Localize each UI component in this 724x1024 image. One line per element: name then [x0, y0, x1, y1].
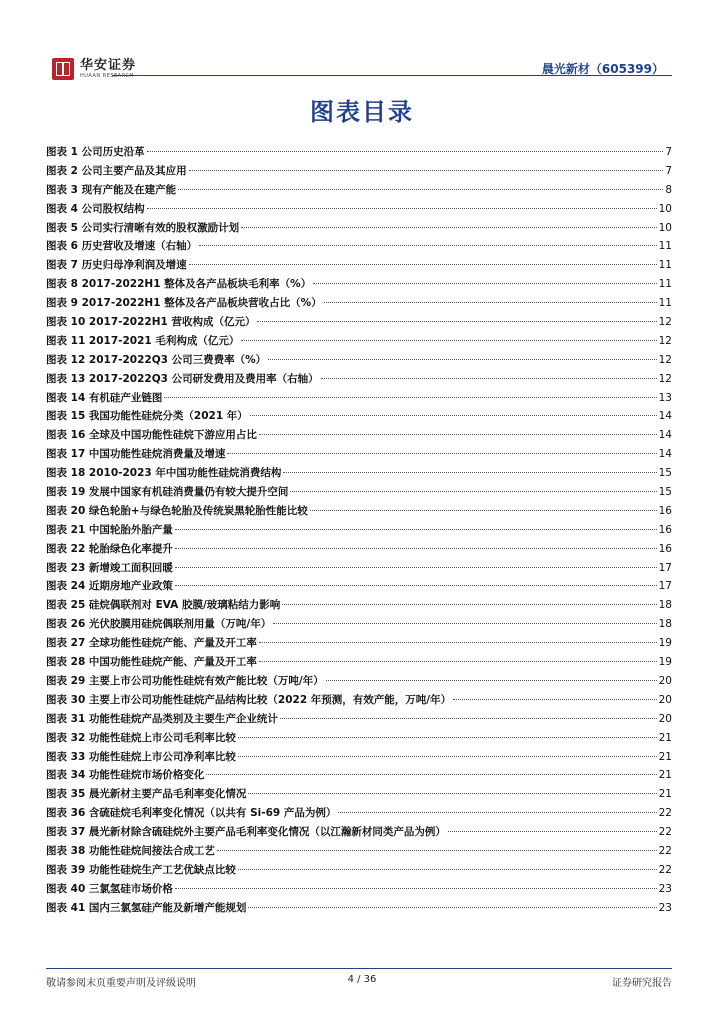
toc-entry[interactable]	[46, 351, 672, 370]
toc-entry[interactable]	[46, 294, 672, 313]
toc-entry-page: 21	[658, 750, 672, 763]
toc-entry[interactable]	[46, 691, 672, 710]
toc-entry[interactable]	[46, 729, 672, 748]
toc-leader-dots	[175, 585, 657, 586]
toc-leader-dots	[250, 415, 657, 416]
toc-entry[interactable]	[46, 407, 672, 426]
logo-text	[80, 59, 136, 80]
toc-entry-label: 图表 17 中国功能性硅烷消费量及增速	[46, 448, 226, 461]
toc-entry-label: 图表 29 主要上市公司功能性硅烷有效产能比较（万吨/年）	[46, 674, 324, 687]
toc-leader-dots	[453, 699, 656, 700]
toc-entry-label: 图表 33 功能性硅烷上市公司净利率比较	[46, 750, 236, 763]
toc-leader-dots	[313, 283, 656, 284]
toc-entry-page: 22	[658, 807, 672, 820]
toc-entry[interactable]	[46, 842, 672, 861]
toc-entry[interactable]	[46, 502, 672, 521]
report-type: 证券研究报告	[612, 978, 672, 989]
toc-entry[interactable]	[46, 370, 672, 389]
toc-entry-page: 22	[658, 844, 672, 857]
chart-index-list	[46, 143, 672, 918]
toc-leader-dots	[321, 378, 657, 379]
toc-entry-label: 图表 31 功能性硅烷产品类别及主要生产企业统计	[46, 712, 278, 725]
logo-seal-icon	[52, 58, 74, 80]
toc-entry-page: 19	[658, 637, 672, 650]
toc-leader-dots	[338, 812, 656, 813]
toc-entry-page: 17	[658, 561, 672, 574]
toc-entry-label: 图表 38 功能性硅烷间接法合成工艺	[46, 844, 215, 857]
toc-entry-label: 图表 26 光伏胶膜用硅烷偶联剂用量（万吨/年）	[46, 618, 272, 631]
toc-entry-label: 图表 20 绿色轮胎+与绿色轮胎及传统炭黑轮胎性能比较	[46, 504, 308, 517]
toc-entry[interactable]	[46, 162, 672, 181]
toc-entry-label: 图表 24 近期房地产业政策	[46, 580, 173, 593]
toc-leader-dots	[238, 756, 657, 757]
toc-entry[interactable]	[46, 200, 672, 219]
toc-entry[interactable]	[46, 766, 672, 785]
toc-entry-page: 20	[658, 693, 672, 706]
toc-entry-page: 12	[658, 353, 672, 366]
toc-entry-label: 图表 37 晨光新材除含硫硅烷外主要产品毛利率变化情况（以江瀚新材同类产品为例）	[46, 826, 446, 839]
page-header	[0, 0, 724, 90]
toc-leader-dots	[175, 888, 657, 889]
toc-entry-label: 图表 7 历史归母净利润及增速	[46, 259, 187, 272]
toc-entry-label: 图表 34 功能性硅烷市场价格变化	[46, 769, 205, 782]
toc-entry[interactable]	[46, 710, 672, 729]
toc-entry-page: 18	[658, 599, 672, 612]
toc-leader-dots	[326, 680, 657, 681]
toc-leader-dots	[206, 774, 656, 775]
toc-entry-label: 图表 10 2017-2022H1 营收构成（亿元）	[46, 316, 256, 329]
toc-entry-label: 图表 11 2017-2021 毛利构成（亿元）	[46, 334, 240, 347]
toc-leader-dots	[310, 510, 657, 511]
toc-leader-dots	[238, 737, 657, 738]
toc-leader-dots	[241, 340, 656, 341]
toc-entry-label: 图表 19 发展中国家有机硅消费量仍有较大提升空间	[46, 486, 289, 499]
toc-entry-page: 11	[658, 278, 672, 291]
toc-entry[interactable]	[46, 559, 672, 578]
toc-leader-dots	[257, 321, 656, 322]
toc-entry-page: 10	[658, 221, 672, 234]
toc-entry[interactable]	[46, 861, 672, 880]
toc-entry[interactable]	[46, 256, 672, 275]
toc-entry[interactable]	[46, 219, 672, 238]
toc-entry-label: 图表 41 国内三氯氢硅产能及新增产能规划	[46, 901, 247, 914]
toc-entry[interactable]	[46, 464, 672, 483]
toc-entry-page: 11	[658, 259, 672, 272]
toc-entry-label: 图表 40 三氯氢硅市场价格	[46, 882, 173, 895]
toc-leader-dots	[324, 302, 657, 303]
toc-entry-page: 12	[658, 316, 672, 329]
logo-english-name: HUAAN RESEARCH	[80, 72, 134, 79]
toc-leader-dots	[241, 227, 657, 228]
toc-leader-dots	[189, 170, 664, 171]
toc-entry[interactable]	[46, 181, 672, 200]
toc-entry-label: 图表 2 公司主要产品及其应用	[46, 164, 187, 177]
toc-entry-page: 22	[658, 863, 672, 876]
toc-entry-page: 16	[658, 504, 672, 517]
toc-entry-page: 16	[658, 523, 672, 536]
toc-leader-dots	[290, 491, 656, 492]
toc-entry[interactable]	[46, 540, 672, 559]
toc-entry-page: 23	[658, 901, 672, 914]
toc-entry-label: 图表 4 公司股权结构	[46, 202, 145, 215]
toc-entry[interactable]	[46, 483, 672, 502]
toc-entry[interactable]	[46, 237, 672, 256]
toc-entry-page: 14	[658, 429, 672, 442]
toc-entry-page: 17	[658, 580, 672, 593]
toc-leader-dots	[175, 548, 657, 549]
toc-entry-label: 图表 12 2017-2022Q3 公司三费费率（%）	[46, 353, 267, 366]
toc-entry[interactable]	[46, 615, 672, 634]
toc-entry-page: 8	[665, 183, 672, 196]
toc-leader-dots	[175, 567, 657, 568]
toc-entry-label: 图表 6 历史营收及增速（右轴）	[46, 240, 198, 253]
toc-entry-label: 图表 8 2017-2022H1 整体及各产品板块毛利率（%）	[46, 278, 312, 291]
toc-entry[interactable]	[46, 596, 672, 615]
toc-entry-label: 图表 14 有机硅产业链图	[46, 391, 163, 404]
toc-leader-dots	[280, 718, 657, 719]
toc-entry-label: 图表 1 公司历史沿革	[46, 146, 145, 158]
toc-entry-label: 图表 30 主要上市公司功能性硅烷产品结构比较（2022 年预测，有效产能，万吨/年）	[46, 693, 452, 706]
toc-entry[interactable]	[46, 880, 672, 899]
toc-leader-dots	[248, 793, 656, 794]
header-divider	[112, 75, 672, 76]
toc-leader-dots	[189, 264, 657, 265]
toc-leader-dots	[282, 604, 656, 605]
toc-leader-dots	[259, 642, 657, 643]
toc-entry-page: 14	[658, 448, 672, 461]
toc-entry-label: 图表 9 2017-2022H1 整体及各产品板块营收占比（%）	[46, 297, 322, 310]
toc-leader-dots	[283, 472, 656, 473]
toc-entry-page: 19	[658, 656, 672, 669]
toc-entry-page: 13	[658, 391, 672, 404]
toc-leader-dots	[259, 434, 657, 435]
toc-entry-label: 图表 13 2017-2022Q3 公司研发费用及费用率（右轴）	[46, 372, 319, 385]
toc-leader-dots	[259, 661, 657, 662]
toc-entry-label: 图表 32 功能性硅烷上市公司毛利率比较	[46, 731, 236, 744]
toc-entry[interactable]	[46, 521, 672, 540]
toc-entry[interactable]	[46, 653, 672, 672]
toc-entry-page: 10	[658, 202, 672, 215]
logo-chinese-name: 华安证券	[80, 57, 137, 73]
page-title: 图表目录	[310, 98, 414, 126]
toc-entry[interactable]	[46, 577, 672, 596]
toc-leader-dots	[217, 850, 657, 851]
toc-entry-label: 图表 23 新增竣工面积回暖	[46, 561, 173, 574]
toc-entry[interactable]	[46, 389, 672, 408]
toc-entry-page: 20	[658, 712, 672, 725]
toc-entry-page: 14	[658, 410, 672, 423]
toc-entry-page: 23	[658, 882, 672, 895]
toc-entry-label: 图表 35 晨光新材主要产品毛利率变化情况	[46, 788, 247, 801]
toc-entry[interactable]	[46, 143, 672, 162]
toc-entry-label: 图表 36 含硫硅烷毛利率变化情况（以共有 Si-69 产品为例）	[46, 807, 337, 820]
toc-leader-dots	[248, 907, 656, 908]
footer-disclaimer: 敬请参阅末页重要声明及评级说明	[46, 978, 196, 989]
toc-leader-dots	[273, 623, 656, 624]
toc-entry-label: 图表 5 公司实行清晰有效的股权激励计划	[46, 221, 240, 234]
toc-entry-page: 16	[658, 542, 672, 555]
page-number: 4 / 36	[347, 974, 377, 985]
toc-leader-dots	[175, 529, 657, 530]
toc-entry-label: 图表 21 中国轮胎外胎产量	[46, 523, 173, 536]
toc-entry-page: 18	[658, 618, 672, 631]
toc-leader-dots	[178, 189, 663, 190]
toc-entry-page: 7	[665, 146, 672, 158]
toc-entry[interactable]	[46, 426, 672, 445]
toc-entry-label: 图表 27 全球功能性硅烷产能、产量及开工率	[46, 637, 257, 650]
toc-leader-dots	[147, 208, 657, 209]
toc-entry-page: 7	[665, 164, 672, 177]
toc-entry-label: 图表 28 中国功能性硅烷产能、产量及开工率	[46, 656, 257, 669]
toc-entry[interactable]	[46, 804, 672, 823]
toc-leader-dots	[238, 869, 657, 870]
toc-entry-label: 图表 25 硅烷偶联剂对 EVA 胶膜/玻璃粘结力影响	[46, 599, 281, 612]
toc-entry[interactable]	[46, 748, 672, 767]
toc-leader-dots	[147, 151, 664, 152]
toc-leader-dots	[199, 245, 657, 246]
toc-leader-dots	[227, 453, 656, 454]
toc-entry-label: 图表 18 2010-2023 年中国功能性硅烷消费结构	[46, 467, 282, 480]
toc-entry-page: 12	[658, 334, 672, 347]
footer-divider	[46, 968, 672, 969]
toc-leader-dots	[164, 397, 656, 398]
toc-entry[interactable]	[46, 445, 672, 464]
toc-entry-page: 12	[658, 372, 672, 385]
toc-entry-label: 图表 22 轮胎绿色化率提升	[46, 542, 173, 555]
toc-entry-label: 图表 3 现有产能及在建产能	[46, 183, 177, 196]
company-logo	[52, 58, 136, 80]
toc-entry-page: 15	[658, 467, 672, 480]
toc-entry[interactable]	[46, 899, 672, 918]
toc-entry-label: 图表 16 全球及中国功能性硅烷下游应用占比	[46, 429, 257, 442]
toc-entry-page: 15	[658, 486, 672, 499]
toc-entry[interactable]	[46, 332, 672, 351]
toc-entry-page: 21	[658, 788, 672, 801]
toc-entry[interactable]	[46, 785, 672, 804]
toc-entry[interactable]	[46, 275, 672, 294]
toc-entry-page: 21	[658, 769, 672, 782]
toc-entry-label: 图表 39 功能性硅烷生产工艺优缺点比较	[46, 863, 236, 876]
toc-entry-label: 图表 15 我国功能性硅烷分类（2021 年）	[46, 410, 248, 423]
toc-leader-dots	[448, 831, 657, 832]
toc-entry[interactable]	[46, 634, 672, 653]
company-stock-title: 晨光新材（605399）	[541, 62, 664, 76]
toc-entry[interactable]	[46, 313, 672, 332]
toc-leader-dots	[268, 359, 656, 360]
toc-entry-page: 11	[658, 240, 672, 253]
toc-entry-page: 22	[658, 826, 672, 839]
toc-entry-page: 21	[658, 731, 672, 744]
toc-entry-page: 11	[658, 297, 672, 310]
toc-entry[interactable]	[46, 672, 672, 691]
toc-entry[interactable]	[46, 823, 672, 842]
toc-entry-page: 20	[658, 674, 672, 687]
